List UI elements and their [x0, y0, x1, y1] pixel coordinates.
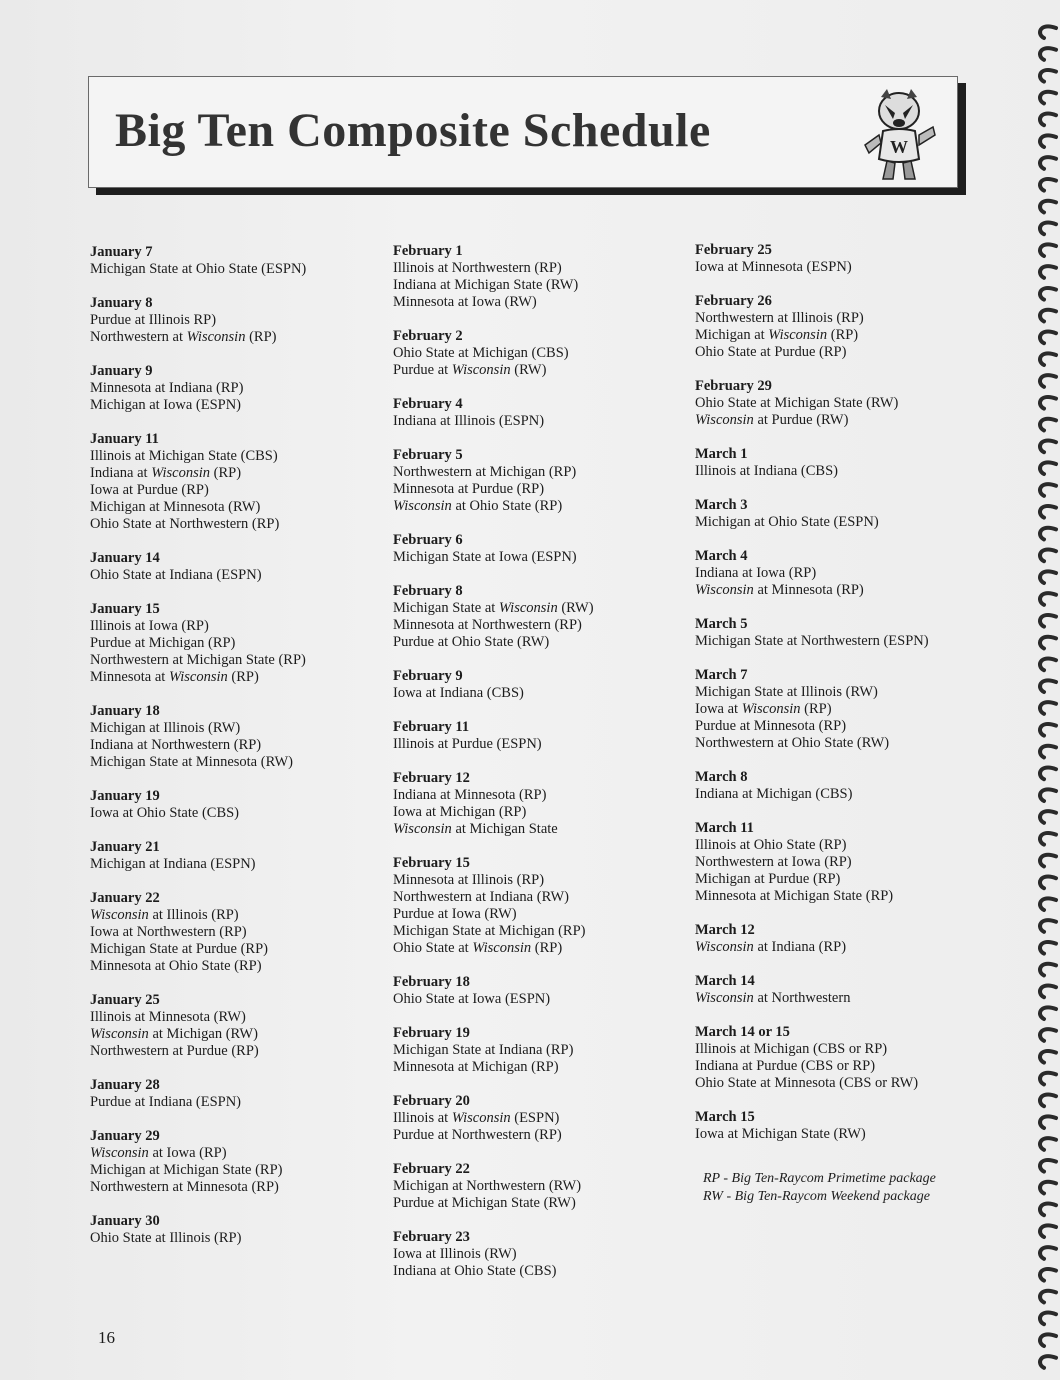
- binding-coil: [1040, 288, 1056, 300]
- date-group: [90, 1077, 380, 1111]
- game-matchup: Wisconsin at Illinois (RP): [90, 907, 239, 923]
- page-title: Big Ten Composite Schedule: [115, 104, 711, 157]
- game-date: February 22: [393, 1161, 470, 1177]
- game-date: February 4: [393, 396, 463, 412]
- binding-coil: [1040, 332, 1056, 344]
- game-date: January 19: [90, 788, 160, 804]
- date-group: [393, 1161, 683, 1212]
- date-group: [695, 378, 985, 429]
- game-matchup: Wisconsin at Purdue (RW): [695, 412, 849, 428]
- game-matchup: Indiana at Ohio State (CBS): [393, 1263, 557, 1279]
- date-group: [695, 293, 985, 361]
- date-group: [393, 668, 683, 702]
- binding-coil: [1040, 571, 1056, 583]
- date-group: [90, 244, 380, 278]
- game-matchup: Minnesota at Northwestern (RP): [393, 617, 582, 633]
- game-matchup: Ohio State at Iowa (ESPN): [393, 991, 551, 1007]
- game-matchup: Michigan State at Purdue (RP): [90, 941, 269, 957]
- date-group: [90, 550, 380, 584]
- game-date: March 7: [695, 667, 748, 683]
- game-date: March 11: [695, 820, 754, 836]
- date-group: [695, 548, 985, 599]
- game-date: March 14 or 15: [695, 1024, 790, 1040]
- binding-coil: [1040, 659, 1056, 671]
- badger-mascot-icon: [859, 83, 939, 183]
- legend-line: RP - Big Ten-Raycom Primetime package: [703, 1171, 936, 1186]
- legend-line: RW - Big Ten-Raycom Weekend package: [703, 1189, 930, 1204]
- date-group: [393, 328, 683, 379]
- schedule-column-march: [695, 242, 985, 1160]
- binding-coil: [1040, 1291, 1056, 1303]
- date-group: [695, 1109, 985, 1143]
- date-group: [695, 769, 985, 803]
- game-matchup: Michigan at Purdue (RP): [695, 871, 841, 887]
- binding-coil: [1040, 201, 1056, 213]
- page-number: 16: [98, 1328, 115, 1347]
- game-date: January 15: [90, 601, 160, 617]
- game-date: March 8: [695, 769, 748, 785]
- date-group: [695, 667, 985, 752]
- game-date: February 15: [393, 855, 470, 871]
- game-date: January 28: [90, 1077, 160, 1093]
- game-matchup: Wisconsin at Iowa (RP): [90, 1145, 227, 1161]
- date-group: [393, 1025, 683, 1076]
- spiral-binding: [1028, 10, 1060, 1380]
- game-matchup: Iowa at Illinois (RW): [393, 1246, 517, 1262]
- date-group: [393, 855, 683, 957]
- binding-coil: [1040, 179, 1056, 191]
- binding-coil: [1040, 1269, 1056, 1281]
- broadcast-legend: [703, 1170, 936, 1206]
- binding-coil: [1040, 1334, 1056, 1346]
- date-group: [695, 616, 985, 650]
- binding-coil: [1040, 593, 1056, 605]
- game-matchup: Purdue at Michigan State (RW): [393, 1195, 576, 1211]
- binding-coil: [1040, 1007, 1056, 1019]
- date-group: [90, 890, 380, 975]
- date-group: [90, 601, 380, 686]
- game-date: January 21: [90, 839, 160, 855]
- game-date: January 29: [90, 1128, 160, 1144]
- game-matchup: Iowa at Indiana (CBS): [393, 685, 524, 701]
- game-date: February 2: [393, 328, 463, 344]
- game-matchup: Iowa at Michigan State (RW): [695, 1126, 866, 1142]
- schedule-column-february: [393, 243, 683, 1297]
- game-matchup: Michigan at Michigan State (RP): [90, 1162, 283, 1178]
- game-matchup: Ohio State at Northwestern (RP): [90, 516, 280, 532]
- binding-coil: [1040, 1204, 1056, 1216]
- game-matchup: Michigan State at Iowa (ESPN): [393, 549, 577, 565]
- binding-coil: [1040, 1313, 1056, 1325]
- game-matchup: Northwestern at Minnesota (RP): [90, 1179, 279, 1195]
- binding-coil: [1040, 353, 1056, 365]
- binding-coil: [1040, 506, 1056, 518]
- date-group: [695, 922, 985, 956]
- game-date: March 15: [695, 1109, 755, 1125]
- game-date: February 26: [695, 293, 772, 309]
- game-matchup: Illinois at Wisconsin (ESPN): [393, 1110, 560, 1126]
- game-date: February 23: [393, 1229, 470, 1245]
- date-group: [90, 363, 380, 414]
- game-matchup: Ohio State at Minnesota (CBS or RW): [695, 1075, 919, 1091]
- game-matchup: Minnesota at Iowa (RW): [393, 294, 537, 310]
- date-group: [695, 446, 985, 480]
- game-matchup: Michigan State at Northwestern (ESPN): [695, 633, 929, 649]
- date-group: [393, 396, 683, 430]
- binding-coil: [1040, 811, 1056, 823]
- date-group: [695, 497, 985, 531]
- game-matchup: Michigan State at Ohio State (ESPN): [90, 261, 307, 277]
- game-matchup: Michigan at Minnesota (RW): [90, 499, 261, 515]
- game-matchup: Illinois at Michigan State (CBS): [90, 448, 278, 464]
- binding-coil: [1040, 877, 1056, 889]
- binding-coil: [1040, 789, 1056, 801]
- game-matchup: Ohio State at Michigan State (RW): [695, 395, 899, 411]
- binding-coil: [1040, 114, 1056, 126]
- game-matchup: Ohio State at Wisconsin (RP): [393, 940, 563, 956]
- game-matchup: Minnesota at Wisconsin (RP): [90, 669, 259, 685]
- game-date: February 6: [393, 532, 463, 548]
- binding-coil: [1040, 484, 1056, 496]
- date-group: [90, 431, 380, 533]
- game-matchup: Michigan at Iowa (ESPN): [90, 397, 242, 413]
- game-date: March 5: [695, 616, 748, 632]
- game-matchup: Minnesota at Illinois (RP): [393, 872, 545, 888]
- date-group: [695, 820, 985, 905]
- binding-coil: [1040, 310, 1056, 322]
- binding-coil: [1040, 680, 1056, 692]
- binding-coil: [1040, 223, 1056, 235]
- game-matchup: Northwestern at Ohio State (RW): [695, 735, 890, 751]
- binding-coil: [1040, 266, 1056, 278]
- binding-coil: [1040, 135, 1056, 147]
- binding-coil: [1040, 26, 1056, 38]
- binding-coil: [1040, 1182, 1056, 1194]
- date-group: [90, 1128, 380, 1196]
- game-matchup: Northwestern at Iowa (RP): [695, 854, 852, 870]
- game-date: February 12: [393, 770, 470, 786]
- game-matchup: Purdue at Indiana (ESPN): [90, 1094, 242, 1110]
- schedule-column-january: [90, 244, 380, 1264]
- game-matchup: Iowa at Purdue (RP): [90, 482, 209, 498]
- binding-coil: [1040, 724, 1056, 736]
- date-group: [90, 703, 380, 771]
- game-matchup: Purdue at Michigan (RP): [90, 635, 236, 651]
- date-group: [90, 788, 380, 822]
- binding-coil: [1040, 375, 1056, 387]
- game-date: February 20: [393, 1093, 470, 1109]
- date-group: [393, 1229, 683, 1280]
- binding-coil: [1040, 550, 1056, 562]
- binding-coil: [1040, 1051, 1056, 1063]
- binding-coil: [1040, 833, 1056, 845]
- game-date: March 14: [695, 973, 755, 989]
- game-matchup: Wisconsin at Michigan State: [393, 821, 558, 837]
- game-date: March 3: [695, 497, 748, 513]
- binding-coil: [1040, 1073, 1056, 1085]
- date-group: [90, 992, 380, 1060]
- game-date: January 11: [90, 431, 159, 447]
- game-date: January 25: [90, 992, 160, 1008]
- game-matchup: Minnesota at Indiana (RP): [90, 380, 244, 396]
- date-group: [695, 973, 985, 1007]
- binding-coil: [1040, 942, 1056, 954]
- game-matchup: Purdue at Northwestern (RP): [393, 1127, 562, 1143]
- game-date: January 14: [90, 550, 160, 566]
- binding-coil: [1040, 1225, 1056, 1237]
- binding-coil: [1040, 898, 1056, 910]
- game-date: January 8: [90, 295, 153, 311]
- game-matchup: Michigan State at Illinois (RW): [695, 684, 878, 700]
- game-date: March 12: [695, 922, 755, 938]
- game-matchup: Michigan State at Wisconsin (RW): [393, 600, 594, 616]
- game-date: January 9: [90, 363, 153, 379]
- game-matchup: Indiana at Minnesota (RP): [393, 787, 547, 803]
- binding-coil: [1040, 1247, 1056, 1259]
- binding-coil: [1040, 1095, 1056, 1107]
- game-matchup: Indiana at Michigan (CBS): [695, 786, 853, 802]
- binding-coil: [1040, 1116, 1056, 1128]
- date-group: [393, 447, 683, 515]
- binding-coil: [1040, 920, 1056, 932]
- game-matchup: Wisconsin at Ohio State (RP): [393, 498, 563, 514]
- game-matchup: Northwestern at Michigan State (RP): [90, 652, 306, 668]
- binding-coil: [1040, 419, 1056, 431]
- game-matchup: Iowa at Minnesota (ESPN): [695, 259, 852, 275]
- game-matchup: Indiana at Purdue (CBS or RP): [695, 1058, 876, 1074]
- game-date: February 9: [393, 668, 463, 684]
- date-group: [393, 1093, 683, 1144]
- binding-coil: [1040, 92, 1056, 104]
- game-matchup: Michigan State at Michigan (RP): [393, 923, 586, 939]
- binding-coil: [1040, 48, 1056, 60]
- game-matchup: Northwestern at Illinois (RP): [695, 310, 864, 326]
- game-matchup: Purdue at Iowa (RW): [393, 906, 517, 922]
- game-matchup: Iowa at Michigan (RP): [393, 804, 527, 820]
- game-matchup: Purdue at Illinois RP): [90, 312, 217, 328]
- game-matchup: Wisconsin at Indiana (RP): [695, 939, 847, 955]
- svg-text:W: W: [890, 137, 908, 157]
- game-date: February 8: [393, 583, 463, 599]
- game-matchup: Ohio State at Indiana (ESPN): [90, 567, 262, 583]
- game-matchup: Michigan at Wisconsin (RP): [695, 327, 859, 343]
- game-matchup: Wisconsin at Minnesota (RP): [695, 582, 864, 598]
- binding-coil: [1040, 964, 1056, 976]
- game-date: January 18: [90, 703, 160, 719]
- date-group: [393, 243, 683, 311]
- binding-coil: [1040, 702, 1056, 714]
- date-group: [393, 532, 683, 566]
- binding-coil: [1040, 1138, 1056, 1150]
- game-matchup: Indiana at Wisconsin (RP): [90, 465, 242, 481]
- binding-coil: [1040, 462, 1056, 474]
- date-group: [90, 839, 380, 873]
- game-date: February 18: [393, 974, 470, 990]
- game-matchup: Indiana at Iowa (RP): [695, 565, 817, 581]
- game-matchup: Ohio State at Illinois (RP): [90, 1230, 242, 1246]
- game-matchup: Michigan at Ohio State (ESPN): [695, 514, 879, 530]
- game-matchup: Illinois at Ohio State (RP): [695, 837, 847, 853]
- binding-coil: [1040, 1160, 1056, 1172]
- game-matchup: Illinois at Minnesota (RW): [90, 1009, 246, 1025]
- game-date: February 1: [393, 243, 463, 259]
- game-matchup: Illinois at Northwestern (RP): [393, 260, 562, 276]
- game-matchup: Wisconsin at Michigan (RW): [90, 1026, 258, 1042]
- game-matchup: Northwestern at Purdue (RP): [90, 1043, 259, 1059]
- game-matchup: Indiana at Illinois (ESPN): [393, 413, 545, 429]
- date-group: [393, 583, 683, 651]
- binding-coil: [1040, 70, 1056, 82]
- game-matchup: Iowa at Ohio State (CBS): [90, 805, 240, 821]
- binding-coil: [1040, 855, 1056, 867]
- date-group: [695, 242, 985, 276]
- binding-coil: [1040, 746, 1056, 758]
- game-matchup: Minnesota at Ohio State (RP): [90, 958, 262, 974]
- game-matchup: Michigan at Northwestern (RW): [393, 1178, 582, 1194]
- binding-coil: [1040, 615, 1056, 627]
- binding-coil: [1040, 768, 1056, 780]
- game-matchup: Michigan at Illinois (RW): [90, 720, 241, 736]
- game-date: January 30: [90, 1213, 160, 1229]
- game-matchup: Purdue at Wisconsin (RW): [393, 362, 547, 378]
- game-date: February 25: [695, 242, 772, 258]
- game-matchup: Purdue at Ohio State (RW): [393, 634, 550, 650]
- game-matchup: Ohio State at Michigan (CBS): [393, 345, 569, 361]
- binding-coil: [1040, 397, 1056, 409]
- date-group: [393, 974, 683, 1008]
- game-matchup: Illinois at Purdue (ESPN): [393, 736, 542, 752]
- game-matchup: Wisconsin at Northwestern: [695, 990, 851, 1006]
- game-matchup: Northwestern at Michigan (RP): [393, 464, 577, 480]
- game-date: March 4: [695, 548, 748, 564]
- game-date: January 7: [90, 244, 153, 260]
- binding-coil: [1040, 637, 1056, 649]
- game-date: March 1: [695, 446, 748, 462]
- binding-coil: [1040, 441, 1056, 453]
- game-date: February 19: [393, 1025, 470, 1041]
- game-matchup: Illinois at Michigan (CBS or RP): [695, 1041, 888, 1057]
- date-group: [393, 770, 683, 838]
- game-matchup: Illinois at Indiana (CBS): [695, 463, 838, 479]
- date-group: [695, 1024, 985, 1092]
- game-date: February 5: [393, 447, 463, 463]
- game-matchup: Michigan at Indiana (ESPN): [90, 856, 256, 872]
- binding-coil: [1040, 244, 1056, 256]
- game-matchup: Illinois at Iowa (RP): [90, 618, 209, 634]
- binding-coil: [1040, 157, 1056, 169]
- date-group: [393, 719, 683, 753]
- game-date: February 11: [393, 719, 470, 735]
- game-matchup: Purdue at Minnesota (RP): [695, 718, 847, 734]
- game-date: January 22: [90, 890, 160, 906]
- game-matchup: Northwestern at Wisconsin (RP): [90, 329, 277, 345]
- game-matchup: Minnesota at Michigan (RP): [393, 1059, 559, 1075]
- game-matchup: Indiana at Michigan State (RW): [393, 277, 579, 293]
- game-matchup: Minnesota at Purdue (RP): [393, 481, 545, 497]
- date-group: [90, 295, 380, 346]
- game-matchup: Michigan State at Indiana (RP): [393, 1042, 574, 1058]
- game-matchup: Indiana at Northwestern (RP): [90, 737, 262, 753]
- date-group: [90, 1213, 380, 1247]
- game-matchup: Iowa at Northwestern (RP): [90, 924, 247, 940]
- game-matchup: Ohio State at Purdue (RP): [695, 344, 847, 360]
- binding-coil: [1040, 528, 1056, 540]
- binding-coil: [1040, 1029, 1056, 1041]
- binding-coil: [1040, 986, 1056, 998]
- title-banner: [88, 76, 958, 188]
- game-matchup: Northwestern at Indiana (RW): [393, 889, 569, 905]
- game-matchup: Iowa at Wisconsin (RP): [695, 701, 832, 717]
- game-matchup: Michigan State at Minnesota (RW): [90, 754, 293, 770]
- binding-coil: [1040, 1356, 1056, 1368]
- game-matchup: Minnesota at Michigan State (RP): [695, 888, 894, 904]
- game-date: February 29: [695, 378, 772, 394]
